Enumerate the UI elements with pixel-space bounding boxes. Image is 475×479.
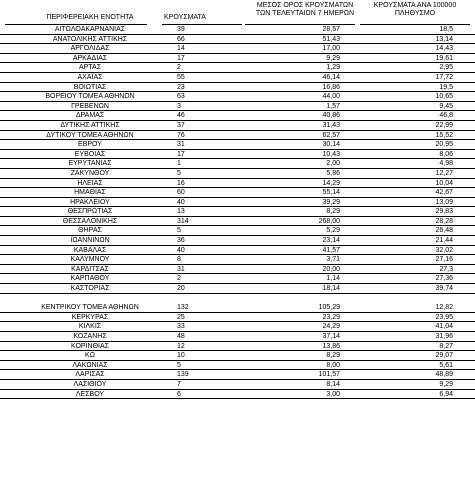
- cell-average: 41,57: [322, 246, 340, 254]
- cell-per100k: 28,28: [435, 217, 453, 225]
- cell-region: ΔΡΑΜΑΣ: [75, 112, 105, 120]
- cell-average: 9,29: [326, 54, 340, 62]
- cell-cases: 132: [177, 304, 189, 312]
- cell-cases: 12: [177, 342, 185, 350]
- cell-cases: 25: [177, 313, 185, 321]
- cell-cases: 5: [177, 227, 181, 235]
- table-row: [0, 140, 475, 150]
- cell-per100k: 12,27: [435, 169, 453, 177]
- table-row: [0, 131, 475, 141]
- cell-average: 62,57: [322, 131, 340, 139]
- cell-cases: 2: [177, 275, 181, 283]
- cell-cases: 2: [177, 64, 181, 72]
- cell-cases: 66: [177, 35, 185, 43]
- cell-cases: 46: [177, 112, 185, 120]
- cell-average: 44,00: [322, 93, 340, 101]
- header-per100k-line2: ΠΛΗΘΥΣΜΟ: [394, 10, 436, 17]
- cell-per100k: 4,98: [439, 160, 453, 168]
- cell-cases: 1: [177, 160, 181, 168]
- table-row: [0, 390, 475, 400]
- cell-region: ΑΡΤΑΣ: [78, 64, 102, 72]
- cell-per100k: 15,52: [435, 131, 453, 139]
- table-row: [0, 303, 475, 313]
- cell-cases: 20: [177, 285, 185, 293]
- cell-cases: 14: [177, 45, 185, 53]
- table-row: [0, 246, 475, 256]
- table-row: [0, 370, 475, 380]
- cell-per100k: 5,61: [439, 361, 453, 369]
- cell-average: 23,29: [322, 313, 340, 321]
- cell-average: 1,57: [326, 102, 340, 110]
- cell-per100k: 9,45: [439, 102, 453, 110]
- cell-per100k: 22,99: [435, 121, 453, 129]
- cell-average: 268,00: [318, 217, 340, 225]
- cell-cases: 7: [177, 380, 181, 388]
- cell-average: 20,00: [322, 265, 340, 273]
- cell-per100k: 8,27: [439, 342, 453, 350]
- cell-per100k: 26,48: [435, 227, 453, 235]
- cell-average: 16,86: [322, 83, 340, 91]
- table-row: [0, 111, 475, 121]
- table-body: [0, 25, 475, 399]
- table-row: [0, 342, 475, 352]
- cell-region: ΘΕΣΣΑΛΟΝΙΚΗΣ: [62, 217, 118, 225]
- cell-region: ΑΧΑΪΑΣ: [77, 73, 103, 81]
- cell-region: ΚΑΛΥΜΝΟΥ: [70, 256, 110, 264]
- cell-average: 8,29: [326, 208, 340, 216]
- cell-region: ΛΑΡΙΣΑΣ: [75, 371, 105, 379]
- cell-per100k: 41,04: [435, 323, 453, 331]
- cell-per100k: 19,61: [435, 54, 453, 62]
- cell-per100k: 27,3: [439, 265, 453, 273]
- cell-per100k: 23,95: [435, 313, 453, 321]
- cell-per100k: 8,06: [439, 150, 453, 158]
- cell-per100k: 32,02: [435, 246, 453, 254]
- cell-cases: 36: [177, 237, 185, 245]
- table-row: [0, 198, 475, 208]
- cell-cases: 5: [177, 361, 181, 369]
- cell-average: 24,29: [322, 323, 340, 331]
- cell-average: 51,43: [322, 35, 340, 43]
- cell-per100k: 10,65: [435, 93, 453, 101]
- table-row: [0, 44, 475, 54]
- cell-region: ΚΟΡΙΝΘΙΑΣ: [71, 342, 109, 350]
- table-row: [0, 121, 475, 131]
- table-row: [0, 294, 475, 304]
- cell-cases: 17: [177, 150, 185, 158]
- cell-average: 1,29: [326, 64, 340, 72]
- cell-average: 8,29: [326, 352, 340, 360]
- table-row: [0, 92, 475, 102]
- header-per100k-line1: ΚΡΟΥΣΜΑΤΑ ΑΝΑ 100000: [373, 2, 457, 9]
- cell-average: 55,14: [322, 189, 340, 197]
- cell-cases: 76: [177, 131, 185, 139]
- cell-per100k: 20,95: [435, 141, 453, 149]
- cell-region: ΚΑΒΑΛΑΣ: [73, 246, 107, 254]
- cell-cases: 13: [177, 208, 185, 216]
- table-row: [0, 63, 475, 73]
- cell-region: ΚΕΡΚΥΡΑΣ: [71, 313, 109, 321]
- cell-region: ΕΥΒΟΙΑΣ: [74, 150, 106, 158]
- cell-cases: 37: [177, 121, 185, 129]
- cell-region: ΓΡΕΒΕΝΩΝ: [71, 102, 109, 110]
- cell-cases: 31: [177, 141, 185, 149]
- table-row: [0, 351, 475, 361]
- cell-average: 37,14: [322, 333, 340, 340]
- table-row: [0, 332, 475, 342]
- cell-cases: 39: [177, 26, 185, 33]
- cell-region: ΕΒΡΟΥ: [78, 141, 102, 149]
- cell-region: ΑΙΤΩΛΟΑΚΑΡΝΑΝΙΑΣ: [54, 26, 126, 33]
- cell-cases: 48: [177, 333, 185, 340]
- cell-per100k: 2,95: [439, 64, 453, 72]
- cell-average: 3,71: [326, 256, 340, 264]
- cell-per100k: 29,83: [435, 208, 453, 216]
- cell-average: 5,29: [326, 227, 340, 235]
- table-row: [0, 188, 475, 198]
- cell-per100k: 9,29: [439, 380, 453, 388]
- cell-per100k: 46,8: [439, 112, 453, 120]
- cell-average: 14,29: [322, 179, 340, 187]
- cell-cases: 5: [177, 169, 181, 177]
- cell-average: 46,14: [322, 73, 340, 81]
- cell-cases: 10: [177, 352, 185, 360]
- cell-average: 8,14: [326, 380, 340, 388]
- cell-cases: 40: [177, 198, 185, 206]
- cell-cases: 314: [177, 217, 189, 225]
- cell-average: 101,57: [318, 371, 340, 379]
- table-row: [0, 236, 475, 246]
- table-row: [0, 226, 475, 236]
- cell-average: 17,00: [322, 45, 340, 53]
- cell-cases: 16: [177, 179, 185, 187]
- cell-region: ΘΕΣΠΡΩΤΙΑΣ: [67, 208, 113, 216]
- cell-per100k: 27,16: [435, 256, 453, 264]
- cell-per100k: 17,72: [435, 73, 453, 81]
- cell-average: 13,86: [322, 342, 340, 350]
- table-row: [0, 73, 475, 83]
- cell-per100k: 19,5: [439, 83, 453, 91]
- table-row: [0, 102, 475, 112]
- table-row: [0, 284, 475, 294]
- cell-average: 30,14: [322, 141, 340, 149]
- cell-cases: 31: [177, 265, 185, 273]
- cell-per100k: 14,43: [435, 45, 453, 53]
- cell-per100k: 13,09: [435, 198, 453, 206]
- table-row: [0, 313, 475, 323]
- table-row: [0, 265, 475, 275]
- header-cases: ΚΡΟΥΣΜΑΤΑ: [164, 14, 206, 21]
- cell-per100k: 18,5: [439, 26, 453, 33]
- cell-cases: 40: [177, 246, 185, 254]
- cell-average: 39,29: [322, 198, 340, 206]
- cell-region: ΛΑΚΩΝΙΑΣ: [72, 361, 108, 369]
- cell-average: 5,86: [326, 169, 340, 177]
- cell-region: ΚΑΡΔΙΤΣΑΣ: [71, 265, 109, 273]
- cell-cases: 23: [177, 83, 185, 91]
- cell-region: ΚΑΣΤΟΡΙΑΣ: [70, 285, 110, 293]
- table-row: [0, 274, 475, 284]
- cell-region: ΚΕΝΤΡΙΚΟΥ ΤΟΜΕΑ ΑΘΗΝΩΝ: [41, 304, 139, 312]
- cell-per100k: 42,67: [435, 189, 453, 197]
- header-region: ΠΕΡΙΦΕΡΕΙΑΚΗ ΕΝΟΤΗΤΑ: [46, 14, 134, 21]
- cell-region: ΒΟΡΕΙΟΥ ΤΟΜΕΑ ΑΘΗΝΩΝ: [45, 93, 135, 101]
- cell-cases: 8: [177, 256, 181, 264]
- table-row: [0, 255, 475, 265]
- cell-region: ΘΗΡΑΣ: [78, 227, 102, 235]
- cell-cases: 6: [177, 390, 181, 398]
- cell-cases: 3: [177, 102, 181, 110]
- cell-region: ΔΥΤΙΚΗΣ ΑΤΤΙΚΗΣ: [60, 121, 120, 129]
- cell-per100k: 39,74: [435, 285, 453, 293]
- table-row: [0, 54, 475, 64]
- cell-per100k: 10,04: [435, 179, 453, 187]
- table-row: [0, 25, 475, 35]
- cell-region: ΑΝΑΤΟΛΙΚΗΣ ΑΤΤΙΚΗΣ: [52, 35, 128, 43]
- cell-cases: 17: [177, 54, 185, 62]
- cell-region: ΚΙΛΚΙΣ: [78, 323, 102, 331]
- table-row: [0, 207, 475, 217]
- table-row: [0, 380, 475, 390]
- table-row: [0, 217, 475, 227]
- cell-region: ΚΑΡΠΑΘΟΥ: [70, 275, 110, 283]
- cell-average: 23,14: [322, 237, 340, 245]
- cell-average: 2,00: [326, 160, 340, 168]
- table-row: [0, 169, 475, 179]
- cell-region: ΗΛΕΙΑΣ: [77, 179, 103, 187]
- cell-cases: 55: [177, 73, 185, 81]
- cell-per100k: 29,07: [435, 352, 453, 360]
- header-average-line2: ΤΩΝ ΤΕΛΕΥΤΑΙΩΝ 7 ΗΜΕΡΩΝ: [255, 10, 355, 17]
- table-row: [0, 150, 475, 160]
- cell-cases: 60: [177, 189, 185, 197]
- cell-average: 8,00: [326, 361, 340, 369]
- cell-per100k: 21,44: [435, 237, 453, 245]
- cell-per100k: 12,82: [435, 304, 453, 312]
- table-row: [0, 179, 475, 189]
- cell-region: ΛΑΣΙΘΙΟΥ: [73, 380, 107, 388]
- cell-region: ΑΡΚΑΔΙΑΣ: [72, 54, 108, 62]
- cell-region: ΑΡΓΟΛΙΔΑΣ: [70, 45, 110, 53]
- cell-per100k: 48,89: [435, 371, 453, 379]
- cell-per100k: 13,14: [435, 35, 453, 43]
- table-row: [0, 83, 475, 93]
- cell-average: 1,14: [326, 275, 340, 283]
- cell-per100k: 31,96: [435, 333, 453, 340]
- cell-per100k: 27,36: [435, 275, 453, 283]
- cell-cases: 33: [177, 323, 185, 331]
- header-average-line1: ΜΕΣΟΣ ΟΡΟΣ ΚΡΟΥΣΜΑΤΩΝ: [256, 2, 354, 9]
- cell-cases: 63: [177, 93, 185, 101]
- cell-region: ΕΥΡΥΤΑΝΙΑΣ: [68, 160, 112, 168]
- cell-region: ΒΟΙΩΤΙΑΣ: [73, 83, 107, 91]
- cell-average: 18,14: [322, 285, 340, 293]
- cell-average: 3,00: [326, 390, 340, 398]
- table-row: [0, 322, 475, 332]
- cell-region: ΗΜΑΘΙΑΣ: [74, 189, 106, 197]
- cell-per100k: 6,94: [439, 390, 453, 398]
- table-row: [0, 159, 475, 169]
- table-row: [0, 35, 475, 45]
- cell-region: ΗΡΑΚΛΕΙΟΥ: [70, 198, 110, 206]
- cell-average: 31,43: [322, 121, 340, 129]
- cell-region: ΚΩ: [85, 352, 95, 360]
- cell-region: ΙΩΑΝΝΙΝΩΝ: [70, 237, 110, 245]
- cell-region: ΔΥΤΙΚΟΥ ΤΟΜΕΑ ΑΘΗΝΩΝ: [46, 131, 134, 139]
- table-row: [0, 361, 475, 371]
- cell-average: 10,43: [322, 150, 340, 158]
- cell-average: 28,57: [322, 26, 340, 33]
- cell-region: ΖΑΚΥΝΘΟΥ: [70, 169, 110, 177]
- table-header: [0, 0, 475, 24]
- cell-average: 105,29: [318, 304, 340, 312]
- cell-region: ΛΕΣΒΟΥ: [75, 390, 105, 398]
- header-per100k: [355, 2, 475, 18]
- cell-region: ΚΟΖΑΝΗΣ: [73, 333, 107, 340]
- header-average: [240, 2, 370, 18]
- cell-average: 40,86: [322, 112, 340, 120]
- cell-cases: 139: [177, 371, 189, 379]
